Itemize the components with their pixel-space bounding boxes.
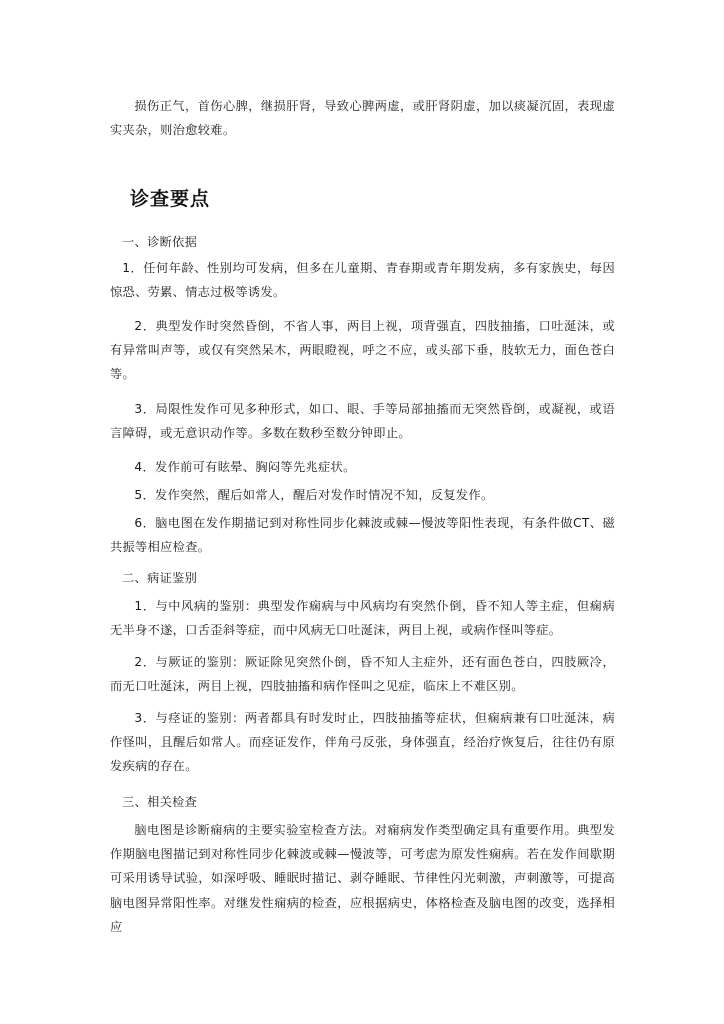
intro-paragraph: 损伤正气，首伤心脾，继损肝肾，导致心脾两虚，或肝肾阴虚，加以痰凝沉固，表现虚实夹杂，则治愈较难。	[110, 99, 615, 138]
diagnosis-item-2: 2．典型发作时突然昏倒，不省人事，两目上视，项背强直，四肢抽搐，口吐涎沫，或有异常叫声等，或仅有突然呆木，两眼瞪视，呼之不应，或头部下垂，肢软无力，面色苍白等。	[110, 319, 615, 382]
differential-heading: 二、病证鉴别	[122, 571, 198, 585]
exams-paragraph: 脑电图是诊断痫病的主要实验室检查方法。对痫病发作类型确定具有重要作用。典型发作期脑电图描记到对称性同步化棘波或棘—慢波等，可考虑为原发性痫病。若在发作间歇期可采用诱导试验，如深呼吸、睡眠时描记、剥夺睡眠、节律性闪光刺激，声刺激等，可提高脑电图异常阳性率。对继发性痫病的检查，应根据病史，体格检查及脑电图的改变，选择相应	[110, 823, 615, 934]
diagnosis-item-5: 5．发作突然，醒后如常人，醒后对发作时情况不知，反复发作。	[134, 488, 494, 502]
diagnosis-item-1: 1．任何年龄、性别均可发病，但多在儿童期、青春期或青年期发病，多有家族史，每因惊恐、劳累、情志过极等诱发。	[110, 261, 615, 300]
differential-item-2: 2．与厥证的鉴别：厥证除见突然仆倒，昏不知人主症外，还有面色苍白，四肢厥冷，而无口吐涎沫，两目上视，四肢抽搐和病作怪叫之见症，临床上不难区别。	[110, 655, 615, 694]
differential-item-1: 1．与中风病的鉴别：典型发作痫病与中风病均有突然仆倒，昏不知人等主症，但痫病无半身不遂，口舌歪斜等症，而中风病无口吐涎沫，两目上视，或病作怪叫等症。	[110, 599, 615, 638]
section-title: 诊查要点	[130, 188, 211, 210]
diagnosis-heading: 一、诊断依据	[122, 235, 198, 249]
diagnosis-item-6: 6．脑电图在发作期描记到对称性同步化棘波或棘—慢波等阳性表现，有条件做CT、磁共振等相应检查。	[110, 516, 615, 555]
diagnosis-item-3: 3．局限性发作可见多种形式，如口、眼、手等局部抽搐而无突然昏倒，或凝视，或语言障碍，或无意识动作等。多数在数秒至数分钟即止。	[110, 402, 615, 441]
differential-item-3: 3．与痉证的鉴别：两者都具有时发时止，四肢抽搐等症状，但痫病兼有口吐涎沫，病作怪叫，且醒后如常人。而痉证发作，伴角弓反张，身体强直，经治疗恢复后，往往仍有原发疾病的存在。	[110, 711, 615, 774]
diagnosis-item-4: 4．发作前可有眩晕、胸闷等先兆症状。	[134, 460, 356, 474]
exams-heading: 三、相关检查	[122, 795, 198, 809]
